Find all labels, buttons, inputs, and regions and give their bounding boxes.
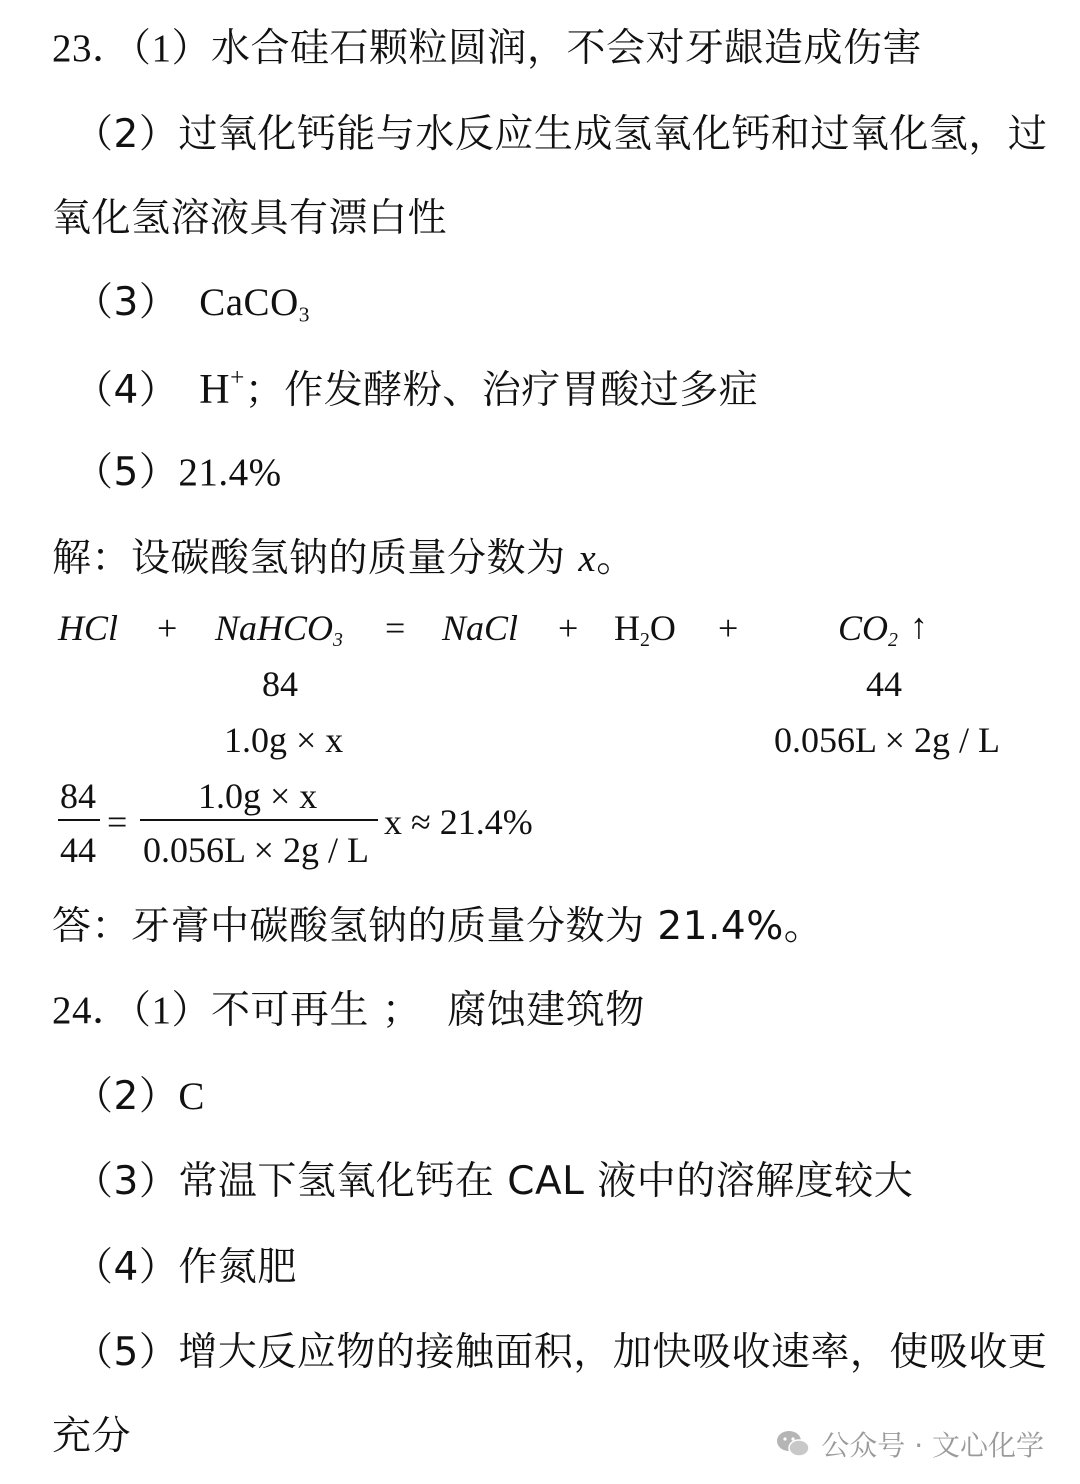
- gas-arrow-icon: ↑: [910, 606, 928, 646]
- ion-charge: +: [230, 364, 245, 392]
- nahco3-base: NaHCO: [215, 608, 334, 648]
- q24-part5: [74, 1328, 1047, 1378]
- q24-part1-label: 24．（1）: [52, 989, 212, 1032]
- formula-base: CaCO: [199, 281, 299, 324]
- eq-equals: =: [385, 608, 406, 648]
- co2-base: CO: [838, 608, 889, 648]
- eq-mr-nahco3: 84: [262, 664, 298, 704]
- ratio-left-bar: [58, 819, 100, 821]
- solution-prefix: 解：设碳酸氢钠的质量分数为: [52, 536, 579, 581]
- ratio-left-denominator: 44: [60, 830, 96, 870]
- nahco3-sub: 3: [333, 628, 343, 651]
- q24-part4-text: 作氮肥: [178, 1245, 297, 1290]
- eq-plus-3: +: [718, 608, 739, 648]
- eq-plus-1: +: [157, 608, 178, 648]
- h2o-sub: 2: [640, 628, 650, 651]
- eq-mr-co2: 44: [866, 664, 902, 704]
- q24-part3: [74, 1157, 913, 1207]
- q24-part5-continuation: [52, 1412, 131, 1462]
- q24-part4: [74, 1243, 297, 1293]
- q24-part5-label: （5）: [74, 1330, 179, 1375]
- q23-part5: [74, 448, 282, 498]
- q23-part2-continuation: [52, 194, 447, 244]
- formula-subscript: 3: [298, 302, 310, 327]
- eq-hcl: HCl: [58, 608, 119, 648]
- q24-part2-label: （2）: [74, 1074, 179, 1119]
- watermark: [775, 1424, 1044, 1464]
- co2-sub: 2: [888, 628, 898, 651]
- ratio-right-numerator: 1.0g × x: [198, 776, 318, 816]
- q23-part4: [74, 365, 758, 416]
- q23-part3-formula: [199, 281, 310, 327]
- watermark-text: 公众号 · 文心化学: [821, 1429, 1044, 1462]
- answer-text: 答：牙膏中碳酸氢钠的质量分数为 21.4%。: [52, 904, 824, 949]
- q23-part2-text: 过氧化钙能与水反应生成氢氧化钙和过氧化氢，过: [178, 112, 1048, 157]
- q24-part2-text: C: [178, 1075, 205, 1118]
- q23-part1-label: 23．（1）: [52, 27, 212, 70]
- ion-base: H: [199, 367, 231, 413]
- q23-part2-label: （2）: [74, 112, 179, 157]
- eq-co2: [838, 606, 898, 650]
- q24-part4-label: （4）: [74, 1245, 179, 1290]
- eq-plus-2: +: [558, 608, 579, 648]
- q24-part3-label: （3）: [74, 1159, 179, 1204]
- eq-h2o: [614, 606, 676, 650]
- q24-part5-cont-text: 充分: [52, 1414, 132, 1459]
- q23-part2-cont-text: 氧化氢溶液具有漂白性: [52, 196, 448, 241]
- solution-variable: x: [578, 537, 597, 580]
- ratio-result: x ≈ 21.4%: [384, 802, 533, 842]
- q23-part1: [52, 24, 922, 74]
- q23-part3: [74, 278, 310, 328]
- q23-part4-text: ；作发酵粉、治疗胃酸过多症: [244, 368, 759, 413]
- q24-part1-text: 不可再生 ； 腐蚀建筑物: [211, 988, 645, 1033]
- q23-part4-label: （4）: [74, 368, 179, 413]
- q24-part2: [74, 1072, 205, 1122]
- ratio-right-denominator: 0.056L × 2g / L: [143, 830, 369, 870]
- q23-part3-label: （3）: [74, 280, 179, 325]
- q23-part1-text: 水合硅石颗粒圆润，不会对牙龈造成伤害: [211, 26, 923, 71]
- wechat-icon: [775, 1429, 811, 1459]
- ratio-left-numerator: 84: [60, 776, 96, 816]
- eq-nacl: NaCl: [442, 608, 519, 648]
- q23-part5-text: 21.4%: [178, 451, 282, 494]
- solution-end: 。: [596, 536, 636, 581]
- q24-part1: [52, 986, 645, 1036]
- eq-nahco3: [215, 606, 343, 650]
- q23-answer: [52, 902, 823, 952]
- q23-part5-label: （5）: [74, 450, 179, 495]
- q24-part3-text: 常温下氢氧化钙在 CAL 液中的溶解度较大: [178, 1159, 914, 1204]
- q23-part4-ion: [199, 364, 245, 413]
- q24-part5-text: 增大反应物的接触面积，加快吸收速率，使吸收更: [178, 1330, 1048, 1375]
- eq-mass-nahco3: 1.0g × x: [224, 720, 344, 760]
- ratio-equals: =: [107, 802, 128, 842]
- h2o-h: H: [614, 608, 640, 648]
- ratio-right-bar: [140, 819, 378, 821]
- eq-mass-co2: 0.056L × 2g / L: [774, 720, 1000, 760]
- h2o-o: O: [649, 608, 676, 648]
- q23-solution-intro: [52, 534, 636, 584]
- q23-part2: [74, 110, 1047, 160]
